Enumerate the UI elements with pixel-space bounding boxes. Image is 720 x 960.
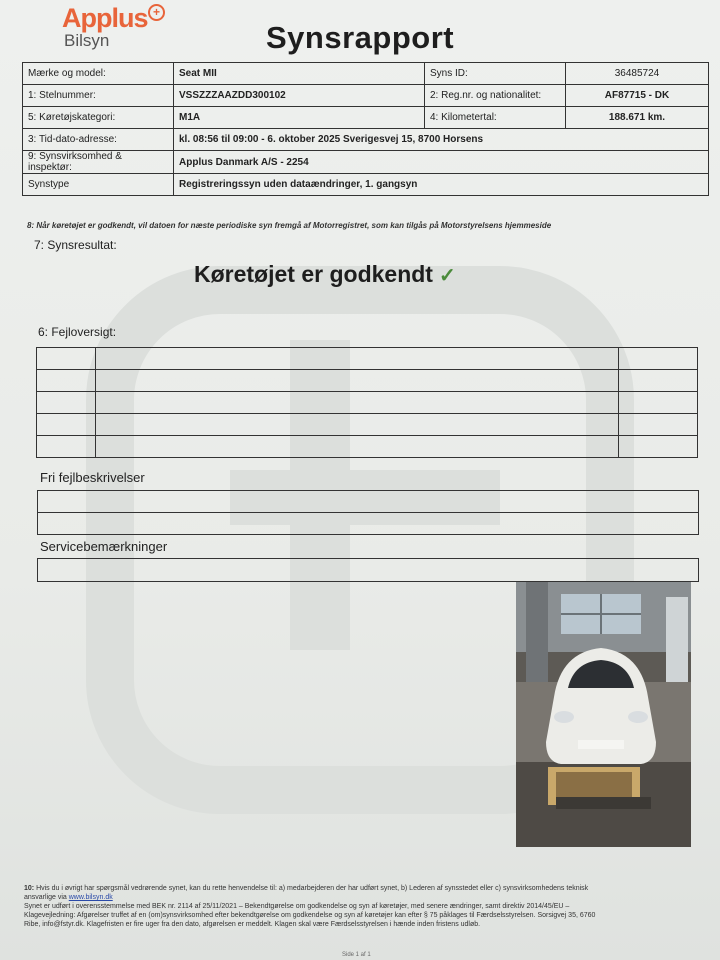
fault-cell <box>619 392 698 414</box>
fault-cell <box>37 392 96 414</box>
note-number: 8: <box>27 221 35 230</box>
service-remarks-label: Servicebemærkninger <box>40 539 168 554</box>
time-label: 3: Tid-dato-adresse: <box>23 129 174 151</box>
inspection-type-label: Synstype <box>23 174 174 196</box>
category-label: 5: Køretøjskategori: <box>23 107 174 129</box>
fault-cell <box>96 392 619 414</box>
table-row <box>37 348 698 370</box>
syns-id-label: Syns ID: <box>425 63 566 85</box>
table-row <box>37 392 698 414</box>
bilsyn-link[interactable]: www.bilsyn.dk <box>68 894 113 901</box>
company-value: Applus Danmark A/S - 2254 <box>174 151 709 174</box>
service-remarks-box <box>37 558 699 582</box>
logo-plus-icon: + <box>148 4 165 21</box>
time-value: kl. 08:56 til 09:00 - 6. oktober 2025 Sverigesvej 15, 8700 Horsens <box>174 129 709 151</box>
syns-id-value: 36485724 <box>566 63 709 85</box>
footer-line5: Ribe, info@fstyr.dk. Klagefristen er fire uger fra den dato, afgørelsen er meddelt. Klagen skal være Færdselsstyrelsen i hænde inden fristens udløb. <box>24 921 481 928</box>
fault-overview-table <box>36 347 698 458</box>
fault-cell <box>619 370 698 392</box>
vehicle-info-table <box>22 62 709 196</box>
footer-notes <box>24 884 704 929</box>
footer-line1: Hvis du i øvrigt har spørgsmål vedrørende synet, kan du rette henvendelse til: a) medarbejderen der har udført synet, b) Lederen af synsstedet eller c) synsvirksomhedens teknisk <box>34 885 589 892</box>
note-text: Når køretøjet er godkendt, vil datoen for næste periodiske syn fremgå af Motorregistret, som kan tilgås på Motorstyrelsens hjemmeside <box>34 221 552 230</box>
result-text-wrap <box>194 261 456 288</box>
free-description-label: Fri fejlbeskrivelser <box>40 470 145 485</box>
fault-cell <box>619 348 698 370</box>
page-title: Synsrapport <box>266 20 455 55</box>
fault-cell <box>96 348 619 370</box>
fault-cell <box>619 436 698 458</box>
footer-line2: ansvarlige via <box>24 894 69 901</box>
category-value: M1A <box>174 107 425 129</box>
make-label: Mærke og model: <box>23 63 174 85</box>
applus-logo <box>62 3 160 50</box>
footer-line <box>24 893 704 902</box>
free-description-box <box>37 490 699 535</box>
free-description-line <box>38 512 698 534</box>
fault-cell <box>37 414 96 436</box>
vin-value: VSSZZZAAZDD300102 <box>174 85 425 107</box>
fault-cell <box>37 370 96 392</box>
fault-cell <box>619 414 698 436</box>
company-label: 9: Synsvirksomhed & inspektør: <box>23 151 174 174</box>
make-value: Seat MII <box>174 63 425 85</box>
result-label: 7: Synsresultat: <box>34 238 117 252</box>
table-row <box>37 370 698 392</box>
footer-number: 10: <box>24 885 35 892</box>
km-label: 4: Kilometertal: <box>425 107 566 129</box>
logo-brand: Applus <box>62 3 148 33</box>
vin-label: 1: Stelnummer: <box>23 85 174 107</box>
fault-cell <box>37 348 96 370</box>
fault-cell <box>96 370 619 392</box>
next-inspection-note <box>27 221 551 230</box>
logo-sub: Bilsyn <box>64 31 110 50</box>
fault-cell <box>96 414 619 436</box>
fault-cell <box>37 436 96 458</box>
reg-label: 2: Reg.nr. og nationalitet: <box>425 85 566 107</box>
footer-line <box>24 884 704 893</box>
check-icon: ✓ <box>438 265 456 287</box>
fault-cell <box>96 436 619 458</box>
footer-line3: Synet er udført i overensstemmelse med BEK nr. 2114 af 25/11/2021 – Bekendtgørelse om godkendelse og syn af køretøjer, med senere ændringer, samt direktiv 2014/45/EU – <box>24 903 570 910</box>
free-description-line <box>38 491 698 512</box>
reg-value: AF87715 - DK <box>566 85 709 107</box>
footer-line4: Klagevejledning: Afgørelser truffet af en (om)synsvirksomhed efter bekendtgørelse om godkendelse og syn af køretøjer kan efter § 75 påklages til Færdselsstyrelsen. Sorsigvej 35, 6760 <box>24 912 596 919</box>
km-value: 188.671 km. <box>566 107 709 129</box>
page-number: Side 1 af 1 <box>342 952 371 958</box>
vehicle-photo <box>516 582 691 847</box>
fault-overview-label: 6: Fejloversigt: <box>38 325 117 339</box>
inspection-type-value: Registreringssyn uden dataændringer, 1. gangsyn <box>174 174 709 196</box>
table-row <box>37 436 698 458</box>
result-text: Køretøjet er godkendt <box>194 261 433 287</box>
table-row <box>37 414 698 436</box>
